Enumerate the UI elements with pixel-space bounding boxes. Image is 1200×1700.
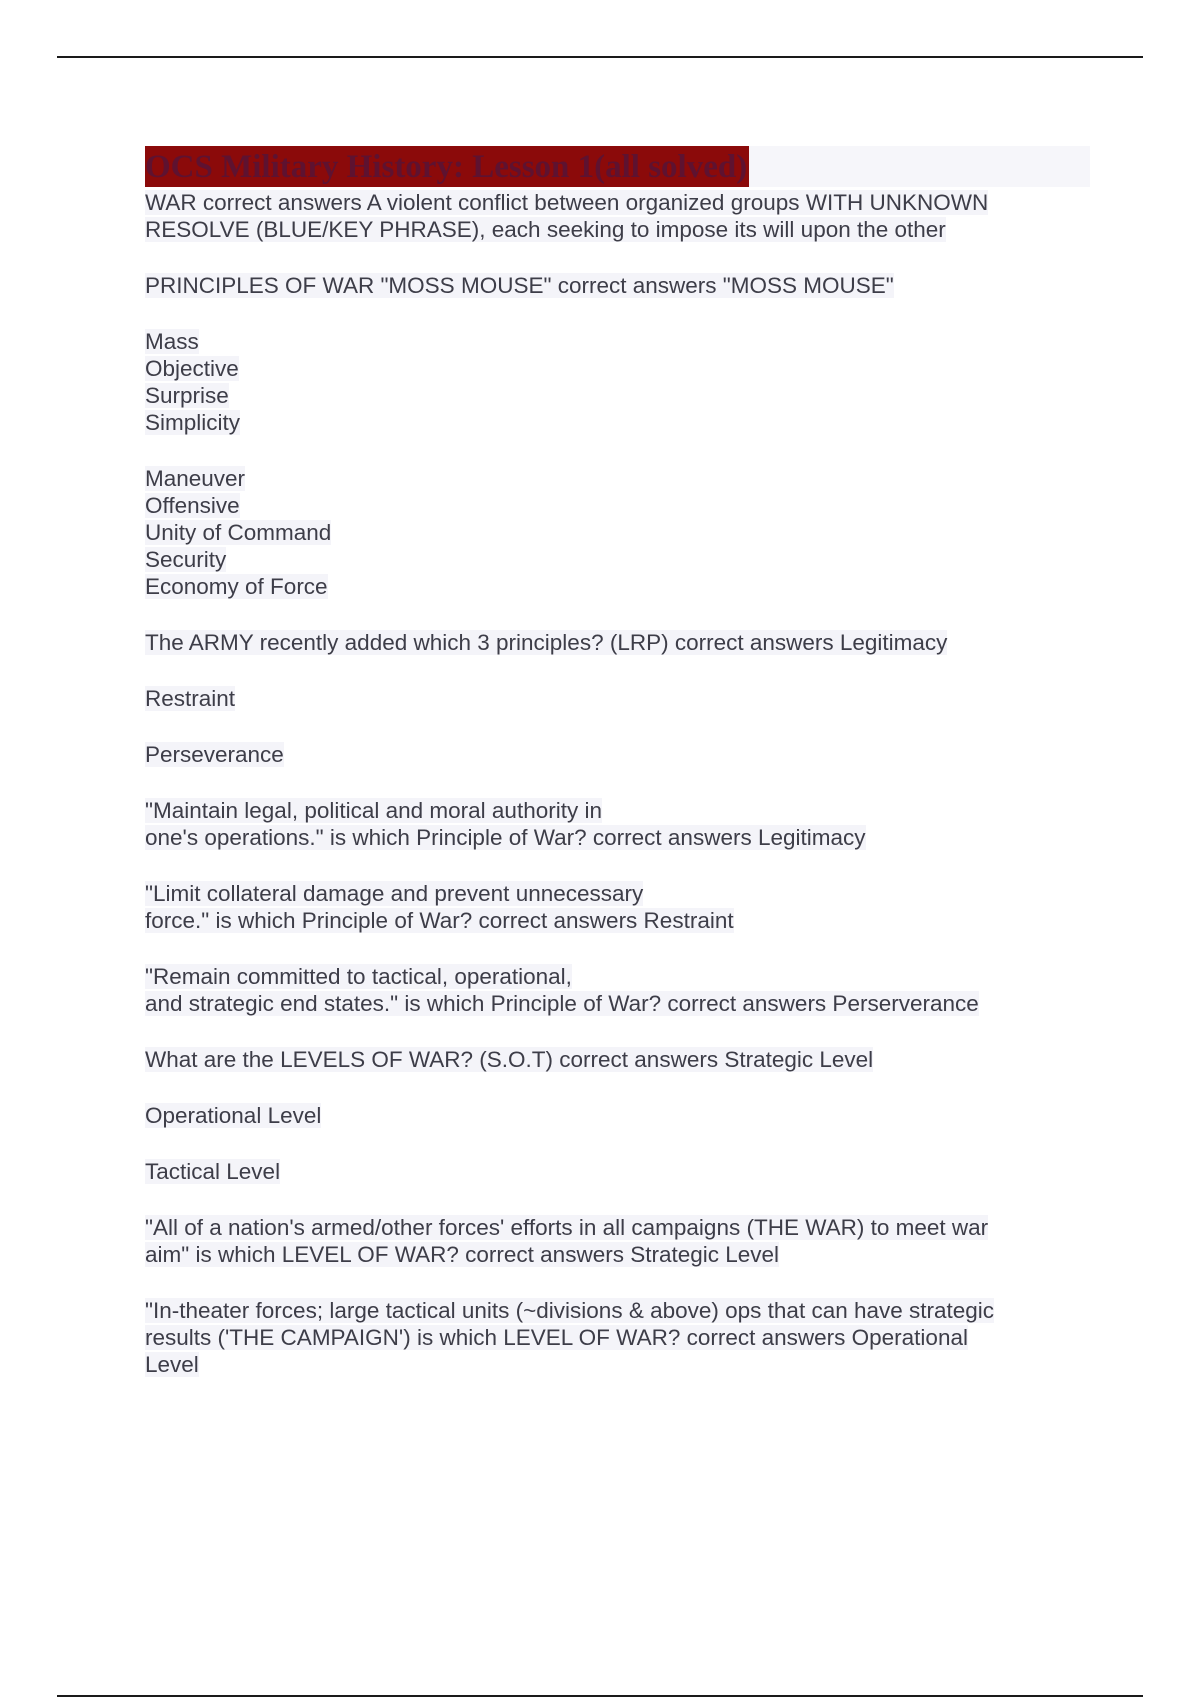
text-line [145, 355, 1090, 382]
text-line [145, 1297, 1090, 1324]
text-line-content: "Maintain legal, political and moral authority in [145, 798, 602, 823]
text-line-content: "All of a nation's armed/other forces' efforts in all campaigns (THE WAR) to meet war [145, 1215, 989, 1240]
text-line-content: Security [145, 547, 227, 572]
text-line-content: PRINCIPLES OF WAR "MOSS MOUSE" correct answers "MOSS MOUSE" [145, 273, 894, 298]
text-line-content: results ('THE CAMPAIGN') is which LEVEL OF WAR? correct answers Operational [145, 1325, 968, 1350]
text-line-content: Objective [145, 356, 239, 381]
qa-block [145, 685, 1090, 712]
text-line [145, 990, 1090, 1017]
block-spacer [145, 436, 1090, 465]
block-spacer [145, 1268, 1090, 1297]
text-line-content: RESOLVE (BLUE/KEY PHRASE), each seeking to impose its will upon the other [145, 217, 946, 242]
block-spacer [145, 243, 1090, 272]
text-line-content: force." is which Principle of War? correct answers Restraint [145, 908, 734, 933]
qa-block [145, 1102, 1090, 1129]
text-line-content: Offensive [145, 493, 240, 518]
header-rule [57, 56, 1143, 58]
text-line [145, 629, 1090, 656]
text-line [145, 907, 1090, 934]
text-line-content: Perseverance [145, 742, 284, 767]
qa-block [145, 1158, 1090, 1185]
qa-block [145, 1214, 1090, 1268]
title-band [145, 146, 1090, 187]
qa-list [145, 189, 1090, 1378]
text-line [145, 519, 1090, 546]
text-line-content: and strategic end states." is which Principle of War? correct answers Perserverance [145, 991, 979, 1016]
text-line-content: aim" is which LEVEL OF WAR? correct answers Strategic Level [145, 1242, 780, 1267]
text-line-content: one's operations." is which Principle of War? correct answers Legitimacy [145, 825, 866, 850]
text-line-content: Surprise [145, 383, 229, 408]
text-line [145, 1324, 1090, 1351]
text-line-content: Operational Level [145, 1103, 322, 1128]
qa-block [145, 272, 1090, 299]
text-line [145, 880, 1090, 907]
text-line [145, 1102, 1090, 1129]
text-line [145, 216, 1090, 243]
text-line [145, 492, 1090, 519]
text-line [145, 272, 1090, 299]
text-line-content: WAR correct answers A violent conflict between organized groups WITH UNKNOWN [145, 190, 989, 215]
text-line [145, 1046, 1090, 1073]
text-line-content: "Remain committed to tactical, operational, [145, 964, 572, 989]
text-line [145, 1351, 1090, 1378]
qa-block [145, 328, 1090, 436]
text-line-content: "Limit collateral damage and prevent unnecessary [145, 881, 644, 906]
text-line-content: Mass [145, 329, 199, 354]
block-spacer [145, 1185, 1090, 1214]
qa-block [145, 963, 1090, 1017]
block-spacer [145, 1129, 1090, 1158]
qa-block [145, 880, 1090, 934]
text-line-content: The ARMY recently added which 3 principles? (LRP) correct answers Legitimacy [145, 630, 948, 655]
qa-block [145, 189, 1090, 243]
text-line-content: Economy of Force [145, 574, 328, 599]
block-spacer [145, 656, 1090, 685]
qa-block [145, 629, 1090, 656]
qa-block [145, 741, 1090, 768]
text-line-content: "In-theater forces; large tactical units (~divisions & above) ops that can have strategic [145, 1298, 995, 1323]
text-line [145, 189, 1090, 216]
document-body [145, 146, 1090, 1378]
text-line [145, 328, 1090, 355]
qa-block [145, 465, 1090, 600]
block-spacer [145, 851, 1090, 880]
qa-block [145, 1046, 1090, 1073]
text-line [145, 824, 1090, 851]
text-line [145, 382, 1090, 409]
text-line [145, 685, 1090, 712]
qa-block [145, 1297, 1090, 1378]
text-line [145, 1158, 1090, 1185]
block-spacer [145, 1017, 1090, 1046]
text-line-content: What are the LEVELS OF WAR? (S.O.T) correct answers Strategic Level [145, 1047, 874, 1072]
text-line [145, 1214, 1090, 1241]
text-line-content: Tactical Level [145, 1159, 281, 1184]
text-line [145, 546, 1090, 573]
text-line [145, 465, 1090, 492]
text-line-content: Unity of Command [145, 520, 332, 545]
qa-block [145, 797, 1090, 851]
text-line [145, 409, 1090, 436]
block-spacer [145, 768, 1090, 797]
text-line [145, 741, 1090, 768]
block-spacer [145, 600, 1090, 629]
text-line-content: Simplicity [145, 410, 241, 435]
text-line [145, 963, 1090, 990]
text-line [145, 573, 1090, 600]
block-spacer [145, 1073, 1090, 1102]
document-title: OCS Military History: Lesson 1(all solved) [145, 146, 749, 187]
text-line-content: Level [145, 1352, 199, 1377]
block-spacer [145, 712, 1090, 741]
block-spacer [145, 299, 1090, 328]
text-line-content: Maneuver [145, 466, 246, 491]
block-spacer [145, 934, 1090, 963]
text-line [145, 1241, 1090, 1268]
footer-rule [57, 1695, 1143, 1697]
text-line [145, 797, 1090, 824]
text-line-content: Restraint [145, 686, 236, 711]
